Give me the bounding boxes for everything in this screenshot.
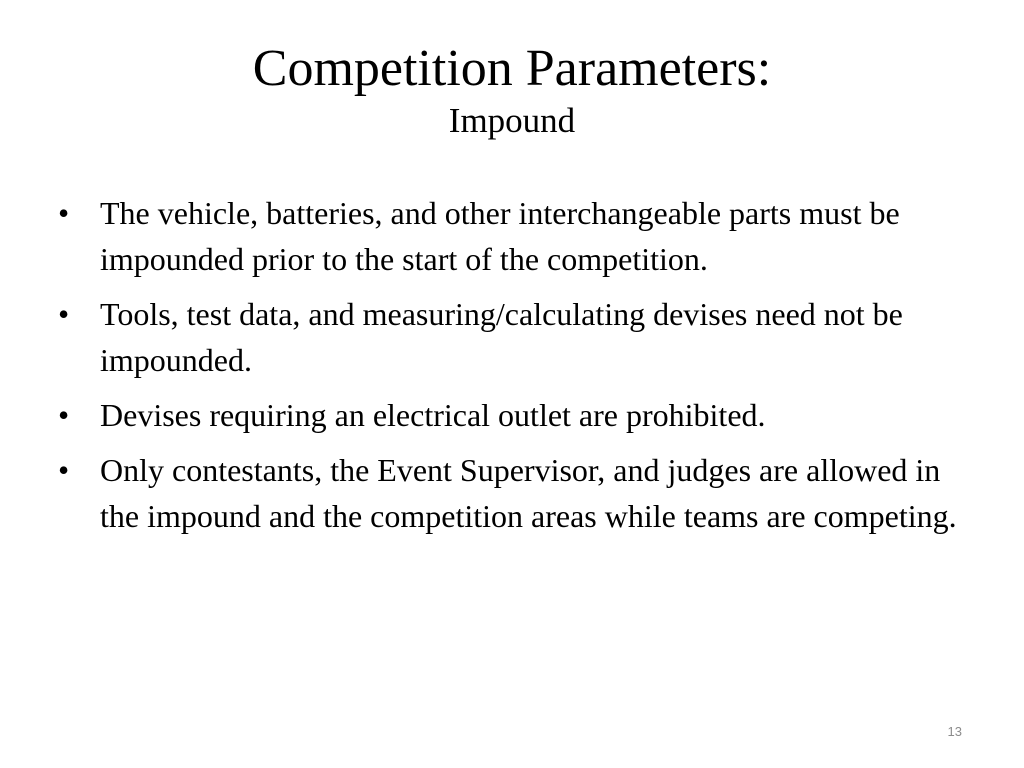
bullet-dot-icon: • — [58, 296, 70, 332]
slide-title: Competition Parameters: — [252, 40, 772, 97]
bullet-text: Only contestants, the Event Supervisor, and judges are allowed in the impound and the competition areas while teams are competing. — [100, 452, 957, 534]
slide-number: 13 — [947, 724, 962, 739]
bullet-item — [58, 447, 978, 539]
bullet-text: Tools, test data, and measuring/calculating devises need not be impounded. — [100, 296, 903, 378]
bullet-item — [58, 392, 978, 438]
bullet-item — [58, 291, 978, 383]
slide-subtitle: Impound — [448, 101, 576, 140]
bullet-text: The vehicle, batteries, and other interchangeable parts must be impounded prior to the start of the competition. — [100, 195, 900, 277]
bullet-item — [58, 190, 978, 282]
bullet-dot-icon: • — [58, 195, 70, 231]
bullet-list — [58, 190, 978, 548]
bullet-text: Devises requiring an electrical outlet are prohibited. — [100, 397, 766, 433]
title-block — [0, 38, 1024, 142]
bullet-dot-icon: • — [58, 452, 70, 488]
bullet-dot-icon: • — [58, 397, 70, 433]
